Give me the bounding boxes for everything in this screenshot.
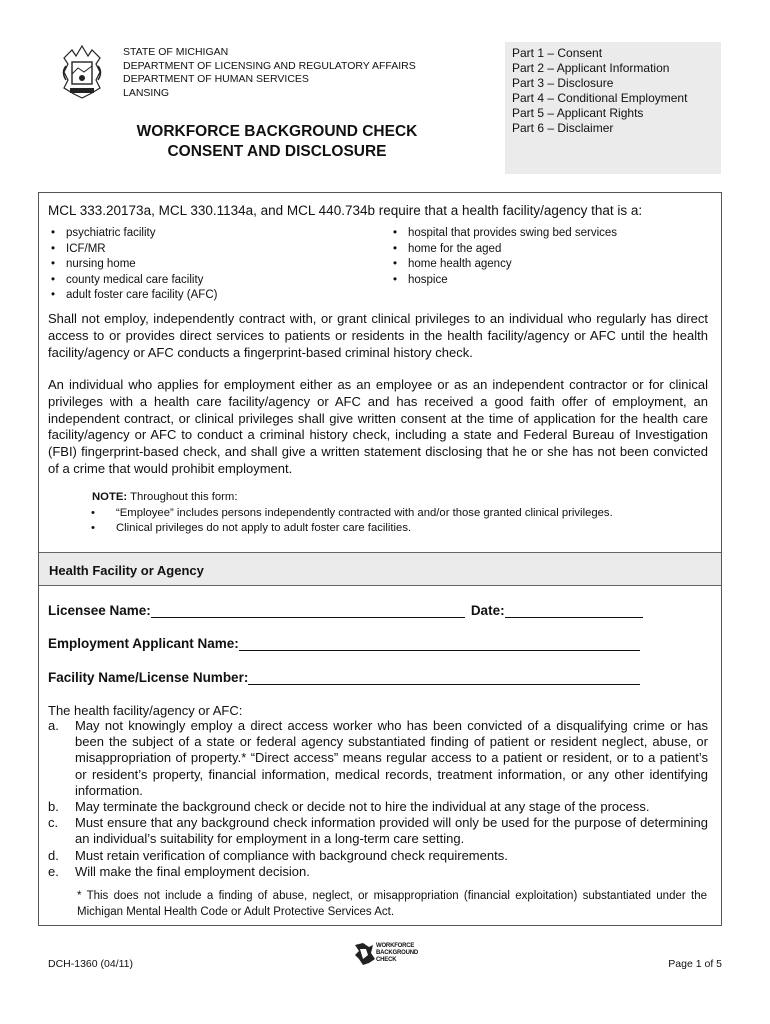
applicant-row xyxy=(48,636,640,651)
parts-list xyxy=(505,42,721,174)
item-text: May terminate the background check or decide not to hire the individual at any stage of the process. xyxy=(75,799,650,815)
licensee-row xyxy=(48,603,643,618)
note-label: NOTE: xyxy=(92,491,128,503)
section-header xyxy=(39,552,721,586)
date-label: Date: xyxy=(470,603,505,618)
city-name: LANSING xyxy=(123,86,170,99)
facility-license-field[interactable] xyxy=(248,670,640,685)
item-letter: e. xyxy=(48,863,59,879)
consent-paragraph: An individual who applies for employment either as an employee or as an independent contractor or for clinical privileges with a health care facility/agency or AFC and has received a good faith offer of employment, an independent contract, or clinical privileges shall give written consent at the time of application for the health care facility/agency or AFC to conduct a criminal history check, including a state and Federal Bureau of Investigation (FBI) fingerprint-based check, and shall give a written statement disclosing that he or she has not been convicted of a crime that would prohibit employment. xyxy=(48,377,708,476)
mcl-statement: MCL 333.20173a, MCL 330.1134a, and MCL 440.734b require that a health facility/agency that is a: xyxy=(48,203,643,218)
list-item: • adult foster care facility (AFC) xyxy=(47,288,217,304)
list-item: • hospital that provides swing bed services xyxy=(389,226,617,242)
part-item: Part 3 – Disclosure xyxy=(512,76,614,90)
licensee-name-field[interactable] xyxy=(151,603,465,618)
facility-row xyxy=(48,670,640,685)
footnote: * This does not include a finding of abuse, neglect, or misappropriation (financial exploitation) substantiated under the Michigan Mental Health Code or Adult Protective Services Act. xyxy=(77,890,707,918)
list-item: • “Employee” includes persons independently contracted with and/or those granted clinical privileges. xyxy=(85,506,613,522)
form-code: DCH-1360 (04/11) xyxy=(48,958,134,970)
part-item: Part 2 – Applicant Information xyxy=(512,61,670,75)
date-field[interactable] xyxy=(505,603,643,618)
item-letter: a. xyxy=(48,718,59,733)
department-dhs: DEPARTMENT OF HUMAN SERVICES xyxy=(123,73,309,85)
list-item xyxy=(48,799,708,815)
list-item xyxy=(48,718,708,799)
michigan-seal-icon xyxy=(56,44,108,100)
item-text: May not knowingly employ a direct access worker who has been convicted of a disqualifying crime or has been the subject of a state or federal agency substantiated finding of patient or resident neglect, abuse, or misappropriation of property.* “Direct access” means regular access to a patient or resident, or to a patient’s or resident’s property, financial information, medical records, treatment information, or any other identifying information. xyxy=(75,718,708,798)
list-item xyxy=(48,864,708,880)
form-title xyxy=(92,122,462,162)
facility-license-label: Facility Name/License Number: xyxy=(48,670,249,685)
list-item: • home health agency xyxy=(389,257,617,273)
obligations-intro: The health facility/agency or AFC: xyxy=(48,703,243,718)
list-item: • hospice xyxy=(389,273,617,289)
part-item: Part 6 – Disclaimer xyxy=(512,121,614,135)
applicant-name-field[interactable] xyxy=(239,636,640,651)
list-item xyxy=(48,848,708,864)
part-item: Part 1 – Consent xyxy=(512,46,603,60)
item-letter: d. xyxy=(48,847,59,863)
state-name: STATE OF MICHIGAN xyxy=(123,46,229,58)
list-item: • home for the aged xyxy=(389,242,617,258)
note-block xyxy=(92,490,613,537)
list-item: • psychiatric facility xyxy=(47,226,217,242)
list-item: • county medical care facility xyxy=(47,273,217,289)
list-item: • nursing home xyxy=(47,257,217,273)
part-item: Part 5 – Applicant Rights xyxy=(512,106,644,120)
item-text: Must ensure that any background check information provided will only be used for the purpose of determining an individual’s suitability for employment in a long-term care setting. xyxy=(75,815,708,847)
item-letter: c. xyxy=(48,815,59,831)
facility-list-right xyxy=(389,226,617,288)
note-text: Throughout this form: xyxy=(130,491,238,503)
item-text: Must retain verification of compliance with background check requirements. xyxy=(75,847,508,863)
page-number: Page 1 of 5 xyxy=(668,958,722,970)
department-lara: DEPARTMENT OF LICENSING AND REGULATORY AFFAIRS xyxy=(123,59,416,72)
list-item: • Clinical privileges do not apply to adult foster care facilities. xyxy=(85,521,613,537)
applicant-name-label: Employment Applicant Name: xyxy=(48,636,239,651)
part-item: Part 4 – Conditional Employment xyxy=(512,91,688,105)
obligations-list xyxy=(48,718,708,880)
licensee-name-label: Licensee Name: xyxy=(48,603,151,618)
facility-list-left xyxy=(47,226,217,304)
list-item: • ICF/MR xyxy=(47,242,217,258)
prohibition-paragraph: Shall not employ, independently contract with, or grant clinical privileges to an individual who regularly has direct access to or provides direct services to patients or residents in the health facility/agency or AFC until the health facility/agency or AFC conducts a fingerprint-based criminal history check. xyxy=(48,311,708,360)
item-text: Will make the final employment decision. xyxy=(75,863,310,879)
agency-header xyxy=(123,46,416,100)
item-letter: b. xyxy=(48,799,59,815)
list-item xyxy=(48,815,708,847)
section-title: Health Facility or Agency xyxy=(49,563,204,578)
form-title-line2: CONSENT AND DISCLOSURE xyxy=(167,143,387,160)
logo-wordmark: WORKFORCE BACKGROUND CHECK xyxy=(376,943,418,963)
form-title-line1: WORKFORCE BACKGROUND CHECK xyxy=(136,123,418,140)
